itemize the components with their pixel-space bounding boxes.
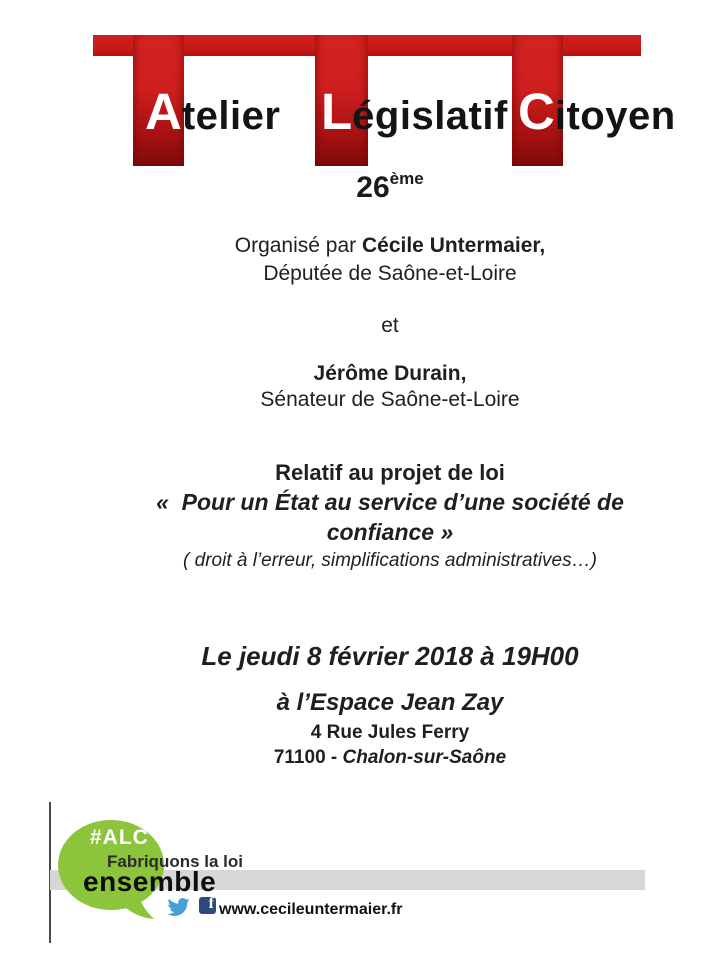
facebook-icon[interactable]: f [199,897,216,914]
organizer-name-1: Cécile Untermaier, [361,234,546,257]
website-link[interactable]: www.cecileuntermaier.fr [219,901,403,918]
subject-title: Relatif au projet de loi [275,460,505,485]
organizer-name-2: Jérôme Durain, [313,362,467,385]
conjunction: et [381,314,399,337]
logo-initial-l: L [321,83,353,140]
organizer-role-1: Députée de Saône-et-Loire [263,262,517,285]
event-venue: à l’Espace Jean Zay [276,689,504,716]
tagline-line-1: Fabriquons la loi [107,852,244,871]
edition-number: 26ème [356,169,424,204]
logo-initial-a: A [145,83,182,140]
subject-note: ( droit à l’erreur, simplifications administratives…) [183,550,597,571]
event-street: 4 Rue Jules Ferry [310,722,470,743]
organizer-role-2: Sénateur de Saône-et-Loire [260,388,520,411]
edition-suffix: ème [389,169,424,188]
event-datetime: Le jeudi 8 février 2018 à 19H00 [201,641,579,671]
logo-word-legislatif: Législatif [321,83,508,140]
alc-hashtag: #ALC [90,826,149,849]
logo-initial-c: C [518,83,555,140]
organizer-line-1: Organisé par Cécile Untermaier, [234,234,546,257]
event-city: 71100 - Chalon-sur-Saône [273,747,507,768]
logo-word-atelier: Atelier [145,83,281,140]
tagline-line-2: ensemble [83,866,217,897]
law-quote-line-1: « Pour un État au service d’une société de [156,489,624,515]
logo-word-citoyen: Citoyen [518,83,676,140]
law-quote-line-2: confiance » [326,519,454,545]
twitter-icon[interactable] [165,896,192,918]
